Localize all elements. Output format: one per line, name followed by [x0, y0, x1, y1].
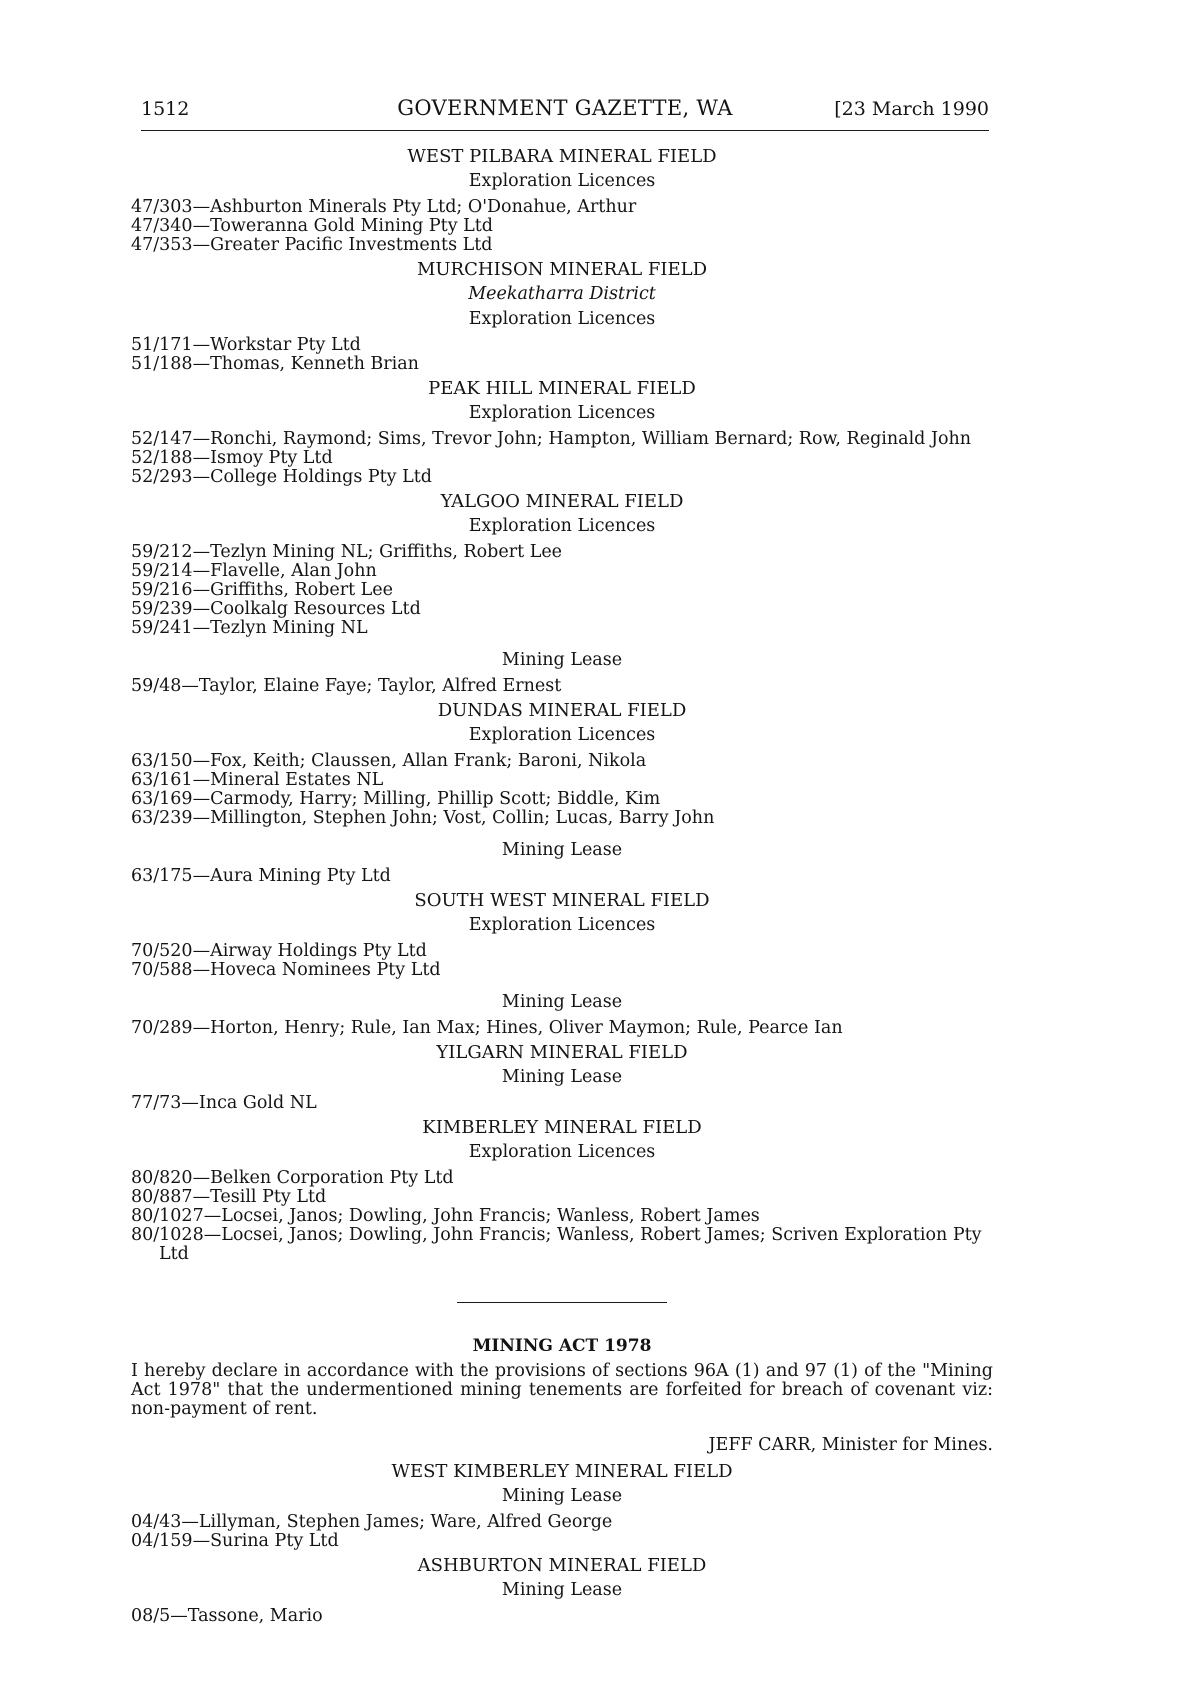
tenement-entry: 59/212—Tezlyn Mining NL; Griffiths, Robert Lee [131, 542, 563, 562]
tenement-entry: 52/293—College Holdings Pty Ltd [131, 467, 432, 487]
mineral-field-heading: KIMBERLEY MINERAL FIELD [422, 1117, 702, 1138]
tenement-type-heading: Exploration Licences [468, 725, 656, 745]
tenement-entry: 04/159—Surina Pty Ltd [131, 1531, 339, 1551]
forfeiture-list-second [131, 1459, 993, 1626]
mineral-field-heading: DUNDAS MINERAL FIELD [437, 700, 687, 721]
tenement-entry: 80/1027—Locsei, Janos; Dowling, John Francis; Wanless, Robert James [131, 1206, 760, 1226]
mineral-field-heading: WEST PILBARA MINERAL FIELD [407, 146, 717, 167]
tenement-type-heading: Mining Lease [501, 1580, 623, 1600]
tenement-entry: 70/289—Horton, Henry; Rule, Ian Max; Hines, Oliver Maymon; Rule, Pearce Ian [131, 1018, 843, 1038]
mineral-field-heading: YALGOO MINERAL FIELD [440, 491, 684, 512]
tenement-entry: 59/239—Coolkalg Resources Ltd [131, 599, 421, 619]
tenement-entry: 80/887—Tesill Pty Ltd [131, 1187, 327, 1207]
notice-body [131, 142, 993, 1626]
tenement-type-heading: Exploration Licences [468, 309, 656, 329]
mineral-field-heading: WEST KIMBERLEY MINERAL FIELD [391, 1461, 733, 1482]
mineral-field-section [131, 376, 993, 487]
mineral-field-section [131, 257, 993, 374]
tenement-entry: 80/820—Belken Corporation Pty Ltd [131, 1168, 454, 1188]
tenement-entry: 52/188—Ismoy Pty Ltd [131, 448, 333, 468]
minister-signature: JEFF CARR, Minister for Mines. [708, 1435, 993, 1455]
mineral-field-section [131, 1115, 993, 1264]
tenement-entry: 63/239—Millington, Stephen John; Vost, Collin; Lucas, Barry John [131, 808, 715, 828]
tenement-entry: 47/340—Toweranna Gold Mining Pty Ltd [131, 216, 493, 236]
tenement-type-heading: Exploration Licences [468, 516, 656, 536]
mineral-field-heading: PEAK HILL MINERAL FIELD [428, 378, 696, 399]
tenement-entry: 51/171—Workstar Pty Ltd [131, 335, 361, 355]
mineral-field-heading: SOUTH WEST MINERAL FIELD [414, 890, 710, 911]
page-header [141, 96, 989, 131]
section-divider [457, 1302, 667, 1303]
tenement-entry: 80/1028—Locsei, Janos; Dowling, John Francis; Wanless, Robert James; Scriven Exploration Pty Ltd [131, 1225, 982, 1264]
publication-title: GOVERNMENT GAZETTE, WA [397, 96, 733, 120]
tenement-entry: 63/150—Fox, Keith; Claussen, Allan Frank; Baroni, Nikola [131, 751, 647, 771]
issue-date: [23 March 1990 [834, 98, 989, 120]
tenement-entry: 63/169—Carmody, Harry; Milling, Phillip Scott; Biddle, Kim [131, 789, 661, 809]
mineral-field-heading: YILGARN MINERAL FIELD [436, 1042, 688, 1063]
tenement-entry: 63/175—Aura Mining Pty Ltd [131, 866, 391, 886]
tenement-entry: 59/48—Taylor, Elaine Faye; Taylor, Alfred Ernest [131, 676, 562, 696]
tenement-entry: 59/214—Flavelle, Alan John [131, 561, 377, 581]
page-number: 1512 [141, 98, 190, 120]
tenement-type-heading: Mining Lease [501, 1486, 623, 1506]
tenement-type-heading: Exploration Licences [468, 1142, 656, 1162]
act-title: MINING ACT 1978 [472, 1336, 652, 1356]
tenement-entry: 70/520—Airway Holdings Pty Ltd [131, 941, 427, 961]
tenement-entry: 59/241—Tezlyn Mining NL [131, 618, 368, 638]
tenement-type-heading: Exploration Licences [468, 171, 656, 191]
mineral-field-section [131, 698, 993, 886]
tenement-entry: 08/5—Tassone, Mario [131, 1606, 323, 1626]
tenement-entry: 63/161—Mineral Estates NL [131, 770, 384, 790]
tenement-type-heading: Exploration Licences [468, 915, 656, 935]
tenement-entry: 52/147—Ronchi, Raymond; Sims, Trevor John; Hampton, William Bernard; Row, Reginald John [131, 429, 972, 449]
tenement-entry: 77/73—Inca Gold NL [131, 1093, 317, 1113]
mineral-field-section [131, 1459, 993, 1551]
tenement-entry: 59/216—Griffiths, Robert Lee [131, 580, 394, 600]
mineral-field-section [131, 888, 993, 1038]
tenement-entry: 04/43—Lillyman, Stephen James; Ware, Alfred George [131, 1512, 613, 1532]
tenement-entry: 47/353—Greater Pacific Investments Ltd [131, 235, 493, 255]
act-declaration: I hereby declare in accordance with the provisions of sections 96A (1) and 97 (1) of the "Mining Act 1978" that the undermentioned mining tenements are forfeited for breach of covenant viz: non-payment of rent. [131, 1361, 993, 1419]
mineral-field-heading: ASHBURTON MINERAL FIELD [417, 1555, 707, 1576]
forfeiture-list-first [131, 144, 993, 1264]
tenement-type-heading: Mining Lease [501, 992, 623, 1012]
tenement-entry: 70/588—Hoveca Nominees Pty Ltd [131, 960, 441, 980]
tenement-type-heading: Mining Lease [501, 1067, 623, 1087]
mineral-field-section [131, 1553, 993, 1626]
mineral-field-heading: MURCHISON MINERAL FIELD [416, 259, 708, 280]
tenement-entry: 47/303—Ashburton Minerals Pty Ltd; O'Donahue, Arthur [131, 197, 637, 217]
tenement-type-heading: Mining Lease [501, 650, 623, 670]
mineral-field-section [131, 489, 993, 696]
district-heading: Meekatharra District [468, 284, 656, 304]
mineral-field-section [131, 1040, 993, 1113]
tenement-entry: 51/188—Thomas, Kenneth Brian [131, 354, 419, 374]
mineral-field-section [131, 144, 993, 255]
tenement-type-heading: Exploration Licences [468, 403, 656, 423]
tenement-type-heading: Mining Lease [501, 840, 623, 860]
